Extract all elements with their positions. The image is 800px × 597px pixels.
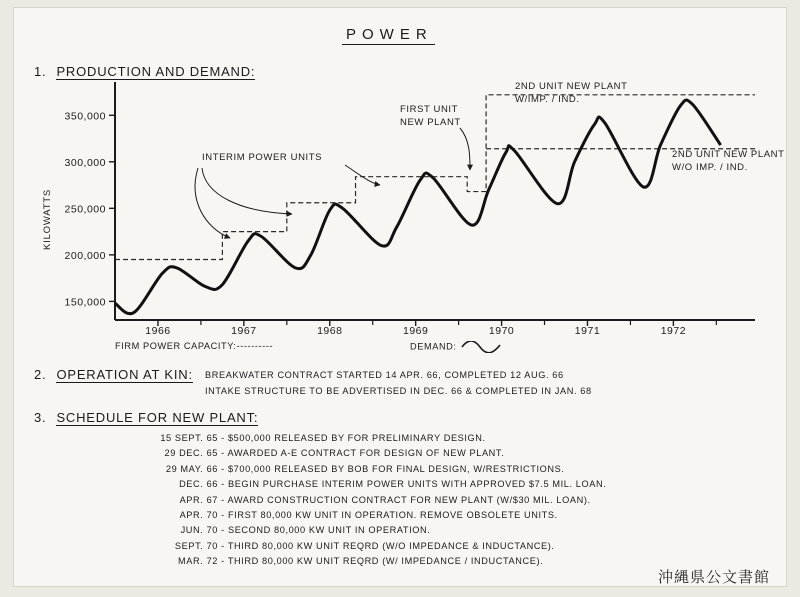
schedule-dash: - [218, 433, 228, 443]
schedule-text: AWARDED A-E CONTRACT FOR DESIGN OF NEW PLANT. [227, 448, 505, 459]
annotation-without-imp-ind: W/O IMP. / IND. [672, 162, 748, 173]
annotation-interim-power-units: INTERIM POWER UNITS [202, 152, 323, 163]
arrow-first-unit [460, 128, 470, 170]
schedule-row [142, 448, 504, 458]
schedule-date: APR. 70 [179, 510, 218, 520]
schedule-dash: - [218, 525, 228, 536]
section-2-heading [34, 367, 193, 382]
schedule-dash: - [218, 479, 228, 490]
section-2-line-1: BREAKWATER CONTRACT STARTED 14 APR. 66, COMPLETED 12 AUG. 66 [205, 370, 564, 380]
schedule-text: SECOND 80,000 KW UNIT IN OPERATION. [227, 525, 431, 536]
schedule-dash: - [218, 510, 228, 520]
legend-capacity [115, 341, 273, 351]
schedule-text: THIRD 80,000 KW UNIT REQRD (W/O IMPEDANCE & INDUCTANCE). [227, 540, 555, 551]
schedule-dash: - [218, 448, 228, 459]
section-3-heading [34, 410, 258, 425]
x-tick-label: 1967 [231, 325, 257, 337]
schedule-date: JUN. 70 [180, 525, 218, 536]
annotation-2nd-unit-without: 2ND UNIT NEW PLANT [672, 149, 785, 160]
arrow-interim-3 [345, 165, 380, 185]
schedule-dash: - [218, 494, 228, 505]
schedule-dash: - [218, 540, 228, 551]
x-tick-label: 1971 [574, 325, 601, 337]
schedule-row [142, 525, 430, 535]
y-tick-label: 250,000 [64, 203, 106, 216]
y-tick-label: 350,000 [64, 110, 106, 123]
schedule-text: BEGIN PURCHASE INTERIM POWER UNITS WITH APPROVED $7.5 MIL. LOAN. [227, 479, 607, 490]
arrow-interim-1 [195, 168, 230, 238]
schedule-date: 29 MAY. 66 [165, 463, 218, 474]
schedule-row [142, 495, 591, 505]
arrow-interim-2 [202, 168, 292, 214]
section-3-number: 3. [34, 410, 47, 425]
schedule-text: $500,000 RELEASED BY FOR PRELIMINARY DESIGN. [227, 433, 486, 443]
section-2-line-2: INTAKE STRUCTURE TO BE ADVERTISED IN DEC. 66 & COMPLETED IN JAN. 68 [205, 386, 592, 396]
archive-stamp: 沖縄県公文書館 [657, 568, 770, 586]
schedule-row [142, 464, 565, 474]
schedule-dash: - [218, 556, 228, 567]
schedule-date: APR. 67 [179, 494, 218, 505]
legend-demand [410, 341, 504, 353]
y-tick-label: 300,000 [64, 156, 106, 169]
schedule-dash: - [218, 463, 228, 474]
y-tick-label: 200,000 [64, 249, 106, 262]
x-tick-label: 1966 [145, 325, 171, 337]
schedule-row [142, 541, 555, 551]
demand-line [115, 100, 721, 314]
schedule-text: $700,000 RELEASED BY BOB FOR FINAL DESIGN, W/RESTRICTIONS. [227, 463, 565, 474]
schedule-row [142, 433, 486, 443]
annotation-new-plant: NEW PLANT [400, 117, 461, 128]
schedule-row [142, 556, 543, 566]
annotation-first-unit: FIRST UNIT [400, 104, 459, 115]
x-tick-label: 1972 [660, 325, 687, 337]
x-tick-label: 1970 [488, 325, 515, 337]
legend-capacity-label: FIRM POWER CAPACITY: [115, 341, 237, 351]
page-title: POWER [342, 26, 435, 45]
section-2-label: OPERATION AT KIN: [56, 367, 193, 382]
annotation-2nd-unit-with: 2ND UNIT NEW PLANT [515, 81, 628, 92]
schedule-text: FIRST 80,000 KW UNIT IN OPERATION. REMOVE OBSOLETE UNITS. [227, 510, 558, 520]
schedule-date: MAR. 72 [178, 556, 218, 567]
section-3-label: SCHEDULE FOR NEW PLANT: [56, 410, 259, 425]
schedule-date: 15 SEPT. 65 [160, 433, 218, 443]
schedule-row [142, 510, 558, 520]
annotation-with-imp-ind: W/IMP. / IND. [515, 94, 580, 105]
legend-demand-label: DEMAND: [410, 341, 457, 352]
legend-capacity-sample: ---------- [236, 341, 274, 351]
schedule-date: DEC. 66 [179, 479, 218, 490]
x-tick-label: 1969 [402, 325, 429, 337]
schedule-date: 29 DEC. 65 [164, 448, 218, 459]
section-1-number: 1. [34, 64, 47, 79]
legend-demand-sample [460, 341, 504, 353]
x-tick-label: 1968 [317, 325, 343, 337]
y-axis-label: KILOWATTS [42, 188, 53, 250]
schedule-date: SEPT. 70 [174, 540, 218, 551]
schedule-text: THIRD 80,000 KW UNIT REQRD (W/ IMPEDANCE / INDUCTANCE). [227, 556, 544, 567]
y-tick-label: 150,000 [64, 296, 106, 309]
schedule-row [142, 479, 606, 489]
section-1-label: PRODUCTION AND DEMAND: [56, 64, 256, 79]
section-2-number: 2. [34, 367, 47, 382]
schedule-text: AWARD CONSTRUCTION CONTRACT FOR NEW PLANT (W/$30 MIL. LOAN). [227, 494, 591, 505]
